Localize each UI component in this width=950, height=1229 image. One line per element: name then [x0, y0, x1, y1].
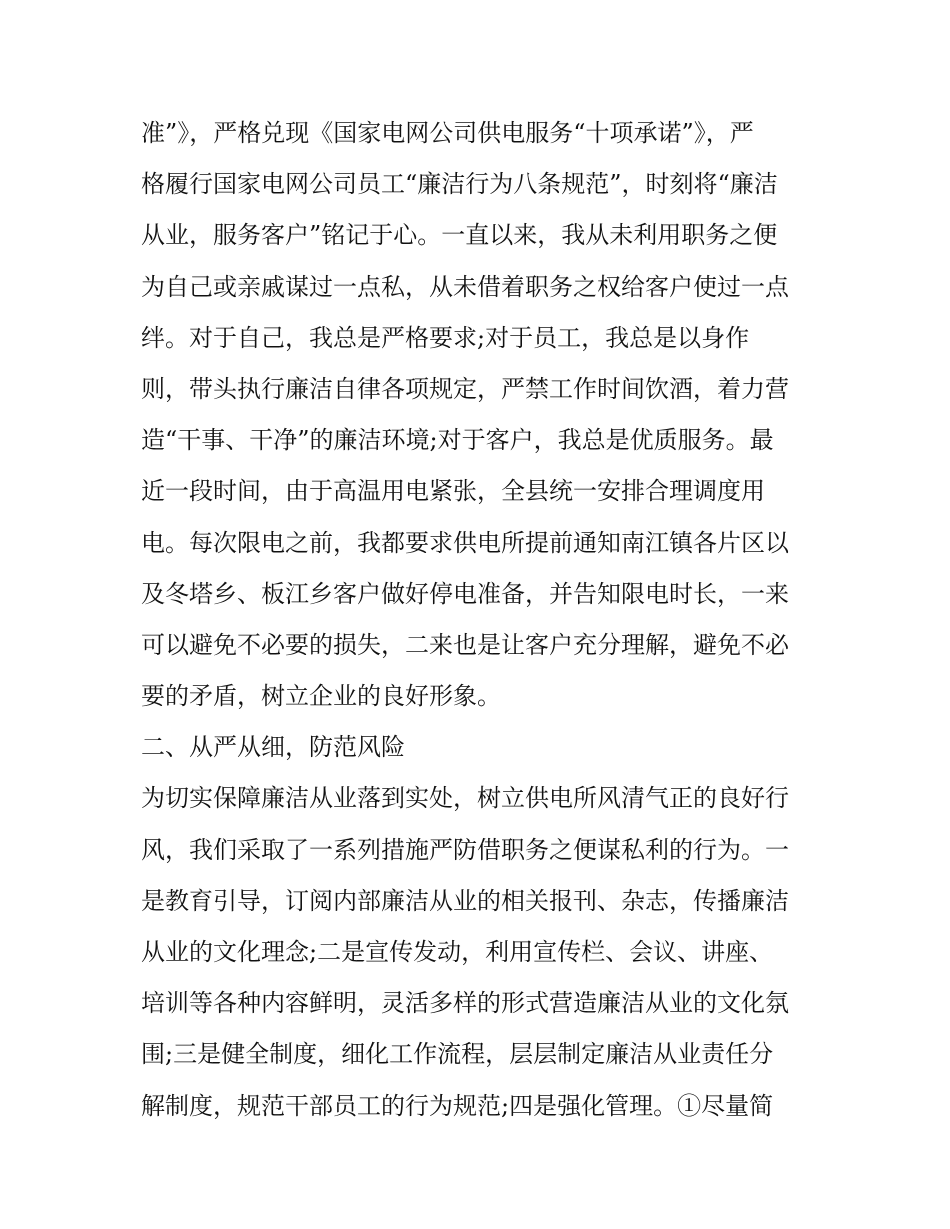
text-line: 近一段时间，由于高温用电紧张，全县统一安排合理调度用: [141, 477, 765, 506]
text-line: 是教育引导，订阅内部廉洁从业的相关报刊、杂志，传播廉洁: [141, 886, 789, 915]
text-line: 培训等各种内容鲜明，灵活多样的形式营造廉洁从业的文化氛: [141, 989, 789, 1018]
text-line: 格履行国家电网公司员工“廉洁行为八条规范”，时刻将“廉洁: [141, 170, 778, 199]
body-text: [141, 108, 821, 1132]
text-line: 解制度，规范干部员工的行为规范;四是强化管理。①尽量简: [141, 1091, 774, 1120]
text-line: 从业，服务客户”铭记于心。一直以来，我从未利用职务之便: [141, 221, 778, 250]
text-line: 可以避免不必要的损失，二来也是让客户充分理解，避免不必: [141, 630, 789, 659]
text-line: 从业的文化理念;二是宣传发动，利用宣传栏、会议、讲座、: [141, 938, 774, 966]
text-line: 围;三是健全制度，细化工作流程，层层制定廉洁从业责任分: [141, 1040, 774, 1069]
text-line: 为自己或亲戚谋过一点私，从未借着职务之权给客户使过一点: [141, 272, 789, 301]
text-line: 风，我们采取了一系列措施严防借职务之便谋私利的行为。一: [141, 835, 789, 864]
text-line: 及冬塔乡、板江乡客户做好停电准备，并告知限电时长，一来: [141, 579, 789, 608]
text-line: 为切实保障廉洁从业落到实处，树立供电所风清气正的良好行: [141, 784, 789, 813]
text-line: 则，带头执行廉洁自律各项规定，严禁工作时间饮酒，着力营: [141, 374, 789, 403]
text-line: 要的矛盾，树立企业的良好形象。: [141, 682, 501, 711]
text-line: 造“干事、干净”的廉洁环境;对于客户，我总是优质服务。最: [141, 426, 774, 455]
section-heading: 二、从严从细，防范风险: [141, 733, 405, 762]
text-line: 绊。对于自己，我总是严格要求;对于员工，我总是以身作: [141, 323, 750, 352]
text-line: 电。每次限电之前，我都要求供电所提前通知南江镇各片区以: [141, 528, 789, 557]
text-line: 准”》，严格兑现《国家电网公司供电服务“十项承诺”》，严: [141, 119, 754, 147]
